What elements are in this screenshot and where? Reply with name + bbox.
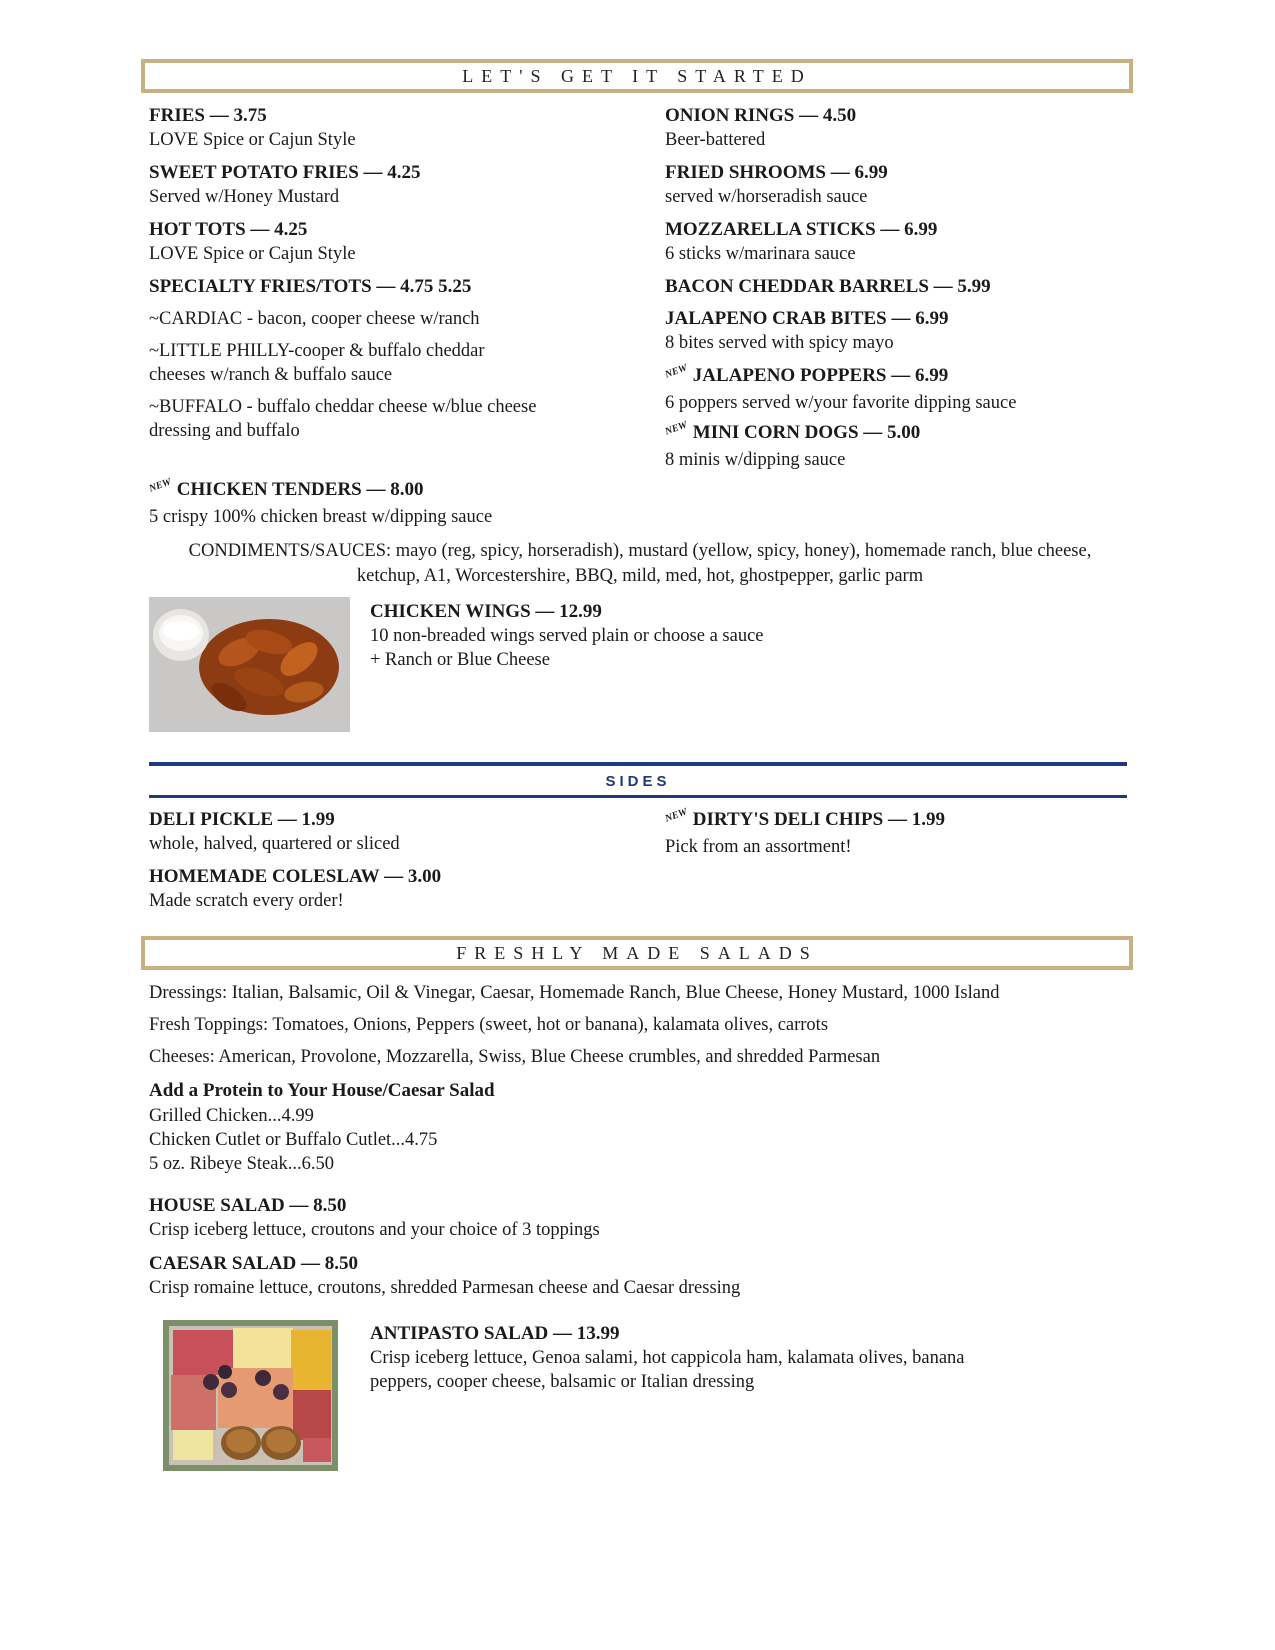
sides-top-rule [149, 762, 1127, 766]
protein-option: 5 oz. Ribeye Steak...6.50 [149, 1154, 334, 1174]
item-title: DELI PICKLE — 1.99 [149, 809, 335, 830]
item-desc: whole, halved, quartered or sliced [149, 834, 400, 854]
item-desc: LOVE Spice or Cajun Style [149, 244, 356, 264]
new-badge-icon: NEW [147, 476, 173, 495]
item-desc: 8 minis w/dipping sauce [665, 450, 846, 470]
menu-item-antipasto-salad [370, 1322, 1010, 1394]
protein-options [149, 1078, 709, 1176]
item-desc: 6 poppers served w/your favorite dipping sauce [665, 393, 1017, 413]
menu-item-specialty-fries [149, 275, 579, 443]
menu-item-mozzarella-sticks [665, 218, 1135, 266]
item-title: HOT TOTS — 4.25 [149, 219, 308, 240]
item-title: MOZZARELLA STICKS — 6.99 [665, 219, 938, 240]
salads-banner-title: FRESHLY MADE SALADS [456, 942, 818, 963]
item-desc: Made scratch every order! [149, 891, 344, 911]
protein-title: Add a Protein to Your House/Caesar Salad [149, 1080, 495, 1101]
item-title: FRIED SHROOMS — 6.99 [665, 162, 888, 183]
item-title: CHICKEN WINGS — 12.99 [370, 601, 602, 622]
item-title: HOUSE SALAD — 8.50 [149, 1195, 347, 1216]
item-desc: 8 bites served with spicy mayo [665, 333, 894, 353]
protein-option: Chicken Cutlet or Buffalo Cutlet...4.75 [149, 1130, 438, 1150]
item-title: JALAPENO POPPERS — 6.99 [692, 365, 949, 386]
item-desc: Crisp iceberg lettuce, Genoa salami, hot cappicola ham, kalamata olives, banana peppers, cooper cheese, balsamic or Italian dressing [370, 1348, 965, 1392]
item-desc: Pick from an assortment! [665, 837, 852, 857]
item-title: SPECIALTY FRIES/TOTS — 4.75 5.25 [149, 276, 472, 297]
item-title: CHICKEN TENDERS — 8.00 [176, 479, 424, 500]
starters-banner-title: LET'S GET IT STARTED [462, 65, 812, 86]
item-desc: Beer-battered [665, 130, 766, 150]
item-desc: Crisp romaine lettuce, croutons, shredded Parmesan cheese and Caesar dressing [149, 1278, 741, 1298]
menu-item-chicken-wings [370, 600, 930, 672]
item-title: FRIES — 3.75 [149, 105, 267, 126]
item-title: SWEET POTATO FRIES — 4.25 [149, 162, 421, 183]
item-desc: 6 sticks w/marinara sauce [665, 244, 856, 264]
menu-item-chicken-tenders [149, 478, 619, 529]
item-desc: served w/horseradish sauce [665, 187, 868, 207]
new-badge-icon: NEW [663, 806, 689, 825]
chicken-wings-photo [149, 597, 350, 732]
item-title: CAESAR SALAD — 8.50 [149, 1253, 359, 1274]
new-badge-icon: NEW [663, 419, 689, 438]
specialty-cardiac: ~CARDIAC - bacon, cooper cheese w/ranch [149, 309, 480, 329]
protein-option: Grilled Chicken...4.99 [149, 1106, 314, 1126]
item-desc: Served w/Honey Mustard [149, 187, 340, 207]
salads-banner [141, 936, 1133, 970]
new-badge-icon: NEW [663, 362, 689, 381]
menu-item-sweet-potato-fries [149, 161, 619, 209]
menu-item-mini-corn-dogs [665, 421, 1135, 472]
sides-label: SIDES [605, 773, 671, 790]
menu-item-onion-rings [665, 104, 1135, 152]
antipasto-salad-photo [163, 1320, 338, 1471]
menu-item-bacon-cheddar-barrels [665, 275, 1135, 299]
item-desc: 5 crispy 100% chicken breast w/dipping sauce [149, 507, 493, 527]
condiments-note: CONDIMENTS/SAUCES: mayo (reg, spicy, horseradish), mustard (yellow, spicy, honey), homemade ranch, blue cheese, ketchup, A1, Worcestershire, BBQ, mild, med, hot, ghostpepper, garlic parm [188, 541, 1092, 586]
salad-dressings: Dressings: Italian, Balsamic, Oil & Vinegar, Caesar, Homemade Ranch, Blue Cheese, Honey Mustard, 1000 Island [149, 983, 1000, 1003]
specialty-philly: ~LITTLE PHILLY-cooper & buffalo cheddar cheeses w/ranch & buffalo sauce [149, 341, 485, 385]
item-title: ANTIPASTO SALAD — 13.99 [370, 1323, 620, 1344]
menu-item-deli-chips [665, 808, 1135, 859]
menu-item-hot-tots [149, 218, 619, 266]
menu-item-house-salad [149, 1194, 909, 1242]
item-title: JALAPENO CRAB BITES — 6.99 [665, 308, 949, 329]
item-desc: Crisp iceberg lettuce, croutons and your choice of 3 toppings [149, 1220, 600, 1240]
item-title: ONION RINGS — 4.50 [665, 105, 857, 126]
menu-item-caesar-salad [149, 1252, 1009, 1300]
salad-toppings: Fresh Toppings: Tomatoes, Onions, Peppers (sweet, hot or banana), kalamata olives, carrots [149, 1015, 829, 1035]
menu-item-fried-shrooms [665, 161, 1135, 209]
item-title: BACON CHEDDAR BARRELS — 5.99 [665, 276, 991, 297]
item-title: DIRTY'S DELI CHIPS — 1.99 [692, 809, 945, 830]
specialty-buffalo: ~BUFFALO - buffalo cheddar cheese w/blue cheese dressing and buffalo [149, 397, 537, 441]
menu-item-homemade-coleslaw [149, 865, 619, 913]
menu-item-fries [149, 104, 619, 152]
sides-bottom-rule [149, 795, 1127, 798]
item-desc: 10 non-breaded wings served plain or choose a sauce [370, 626, 764, 646]
menu-item-deli-pickle [149, 808, 619, 856]
item-desc: + Ranch or Blue Cheese [370, 650, 550, 670]
starters-banner [141, 59, 1133, 93]
item-title: HOMEMADE COLESLAW — 3.00 [149, 866, 442, 887]
menu-item-jalapeno-poppers [665, 364, 1065, 415]
item-title: MINI CORN DOGS — 5.00 [692, 422, 921, 443]
item-desc: LOVE Spice or Cajun Style [149, 130, 356, 150]
menu-item-jalapeno-crab-bites [665, 307, 1135, 355]
salad-cheeses: Cheeses: American, Provolone, Mozzarella, Swiss, Blue Cheese crumbles, and shredded Parmesan [149, 1047, 881, 1067]
